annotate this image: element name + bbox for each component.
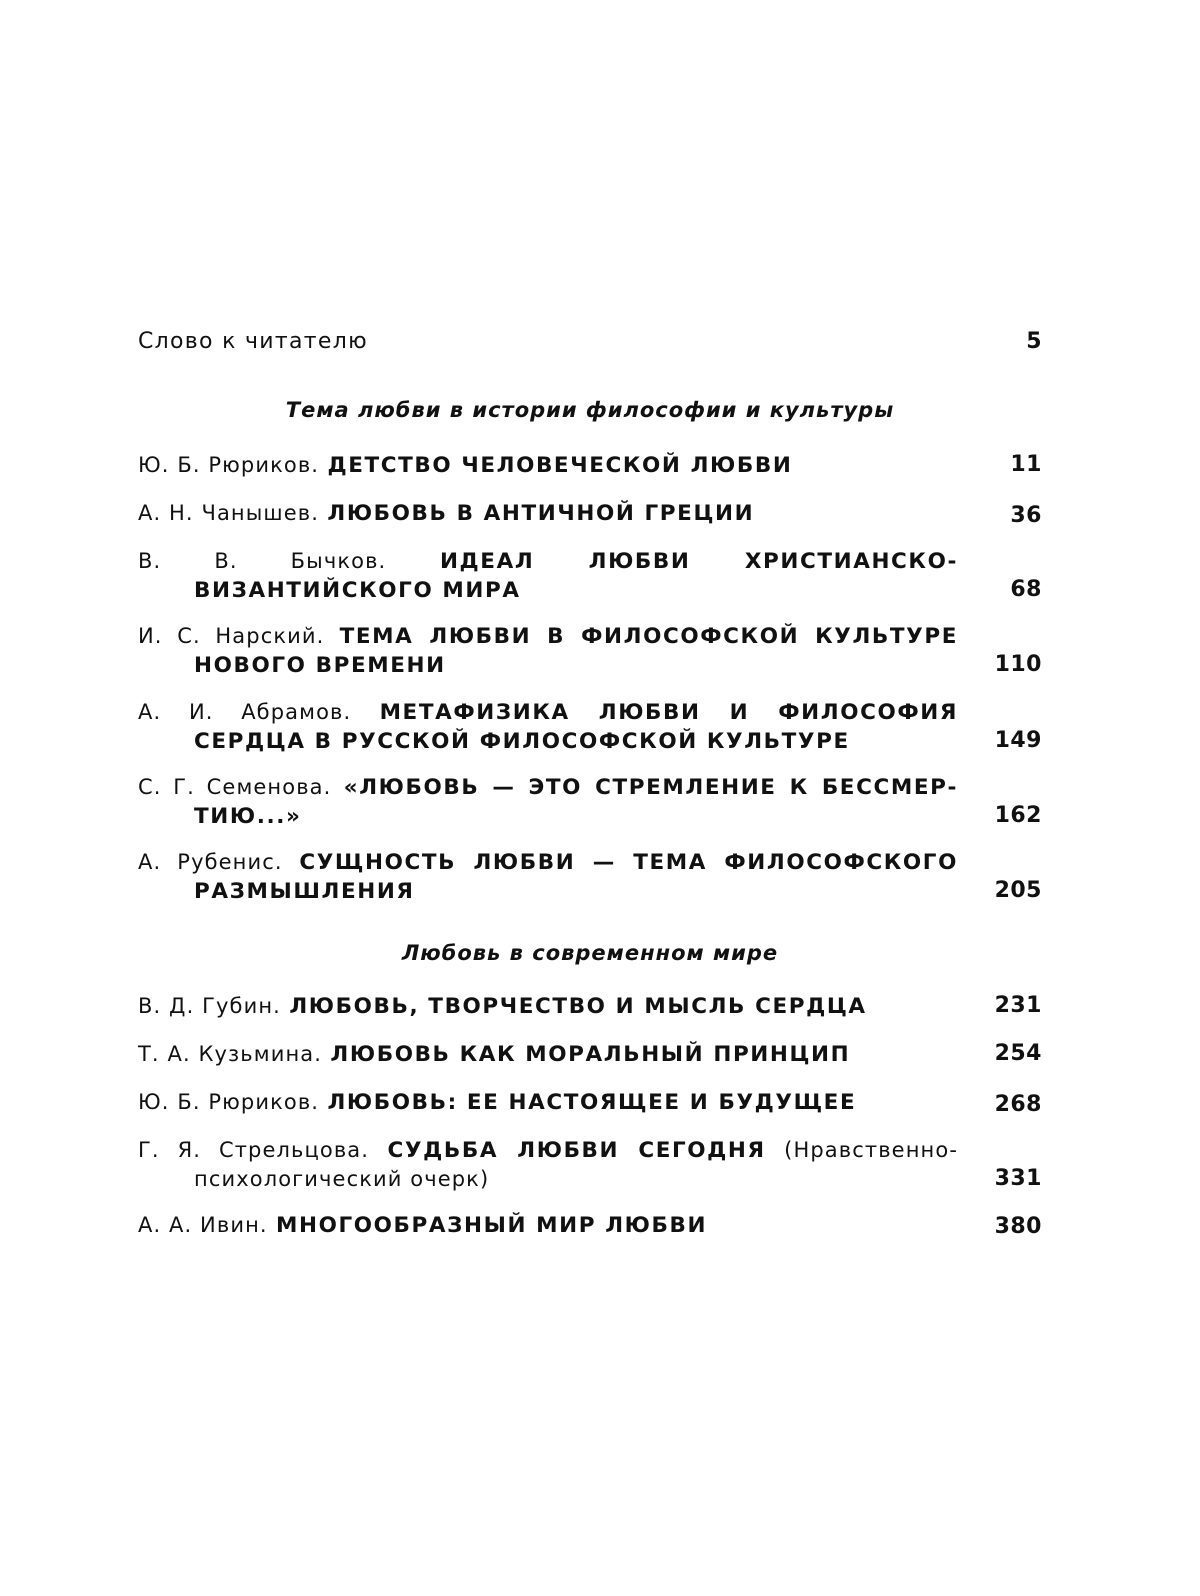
toc-entry-author: А. Рубенис. — [138, 850, 283, 874]
section-heading: Тема любви в истории философии и культуры — [285, 398, 895, 422]
toc-entry[interactable] — [138, 547, 1042, 603]
toc-entry-title: ДЕТСТВО ЧЕЛОВЕЧЕСКОЙ ЛЮБВИ — [327, 453, 793, 478]
toc-entry-author: С. Г. Семенова. — [138, 775, 332, 799]
toc-entry-author: А. А. Ивин. — [138, 1213, 268, 1237]
toc-entry-author: И. С. Нарский. — [138, 624, 325, 648]
toc-entry-author: Ю. Б. Рюриков. — [138, 1090, 320, 1114]
toc-page-number: 36 — [1010, 503, 1042, 528]
toc-entry[interactable] — [138, 1211, 1042, 1239]
toc-entry-author: Т. А. Кузьмина. — [138, 1042, 323, 1066]
toc-entry-title: МЕТАФИЗИКА ЛЮБВИ И ФИЛОСОФИЯ СЕРДЦА В РУССКОЙ ФИЛОСОФСКОЙ КУЛЬТУРЕ — [194, 700, 958, 754]
toc-entry[interactable] — [138, 773, 1042, 829]
toc-entry-title: Слово к читателю — [138, 329, 368, 354]
toc-page-number: 331 — [994, 1166, 1042, 1191]
toc-entry-title: ЛЮБОВЬ В АНТИЧНОЙ ГРЕЦИИ — [327, 501, 755, 526]
toc-entry-title: ЛЮБОВЬ: ЕЕ НАСТОЯЩЕЕ И БУДУЩЕЕ — [327, 1090, 857, 1115]
toc-entry-title: МНОГООБРАЗНЫЙ МИР ЛЮБВИ — [276, 1213, 708, 1238]
toc-entry-author: А. И. Абрамов. — [138, 700, 352, 724]
toc-page-number: 231 — [994, 993, 1042, 1018]
toc-page-number: 268 — [994, 1092, 1042, 1117]
toc-entry[interactable] — [138, 992, 1042, 1020]
toc-entry-author: А. Н. Чанышев. — [138, 501, 320, 525]
toc-page-number: 162 — [994, 803, 1042, 828]
toc-entry-title: ИДЕАЛ ЛЮБВИ ХРИСТИАНСКО-ВИЗАНТИЙСКОГО МИРА — [194, 549, 958, 603]
toc-page-number: 5 — [1026, 329, 1042, 354]
toc-entry-title: ЛЮБОВЬ КАК МОРАЛЬНЫЙ ПРИНЦИП — [330, 1042, 851, 1067]
toc-entry[interactable] — [138, 1136, 1042, 1192]
toc-page-number: 254 — [994, 1041, 1042, 1066]
toc-entry[interactable] — [138, 1088, 1042, 1116]
toc-entry[interactable] — [138, 622, 1042, 678]
toc-entry-author: В. В. Бычков. — [138, 549, 387, 573]
toc-entry-subtitle: (Нравственно-психологический очерк) — [194, 1138, 958, 1191]
toc-entry-author: Г. Я. Стрельцова. — [138, 1138, 370, 1162]
toc-entry[interactable] — [138, 499, 1042, 527]
toc-page-number: 380 — [994, 1214, 1042, 1239]
toc-entry-author: В. Д. Губин. — [138, 994, 281, 1018]
toc-page-number: 11 — [1010, 452, 1042, 477]
toc-page-number: 68 — [1010, 577, 1042, 602]
toc-entry-title: «ЛЮБОВЬ — ЭТО СТРЕМЛЕНИЕ К БЕССМЕР-ТИЮ...» — [194, 775, 959, 829]
toc-entry[interactable] — [138, 848, 1042, 904]
toc-entry[interactable] — [138, 1040, 1042, 1068]
toc-entry-preface[interactable] — [138, 328, 1042, 356]
toc-page-number: 205 — [994, 878, 1042, 903]
toc-entry-title: СУЩНОСТЬ ЛЮБВИ — ТЕМА ФИЛОСОФСКОГО РАЗМЫШЛЕНИЯ — [194, 850, 958, 904]
toc-entry[interactable] — [138, 451, 1042, 479]
toc-page-number: 110 — [994, 652, 1042, 677]
toc-entry-author: Ю. Б. Рюриков. — [138, 453, 320, 477]
toc-entry-title: ТЕМА ЛЮБВИ В ФИЛОСОФСКОЙ КУЛЬТУРЕ НОВОГО ВРЕМЕНИ — [194, 624, 958, 678]
toc-entry-title: СУДЬБА ЛЮБВИ СЕГОДНЯ — [387, 1138, 766, 1163]
toc-entry-title: ЛЮБОВЬ, ТВОРЧЕСТВО И МЫСЛЬ СЕРДЦА — [289, 994, 867, 1019]
toc-page-number: 149 — [994, 728, 1042, 753]
toc-entry[interactable] — [138, 698, 1042, 754]
section-heading: Любовь в современном мире — [401, 941, 779, 965]
